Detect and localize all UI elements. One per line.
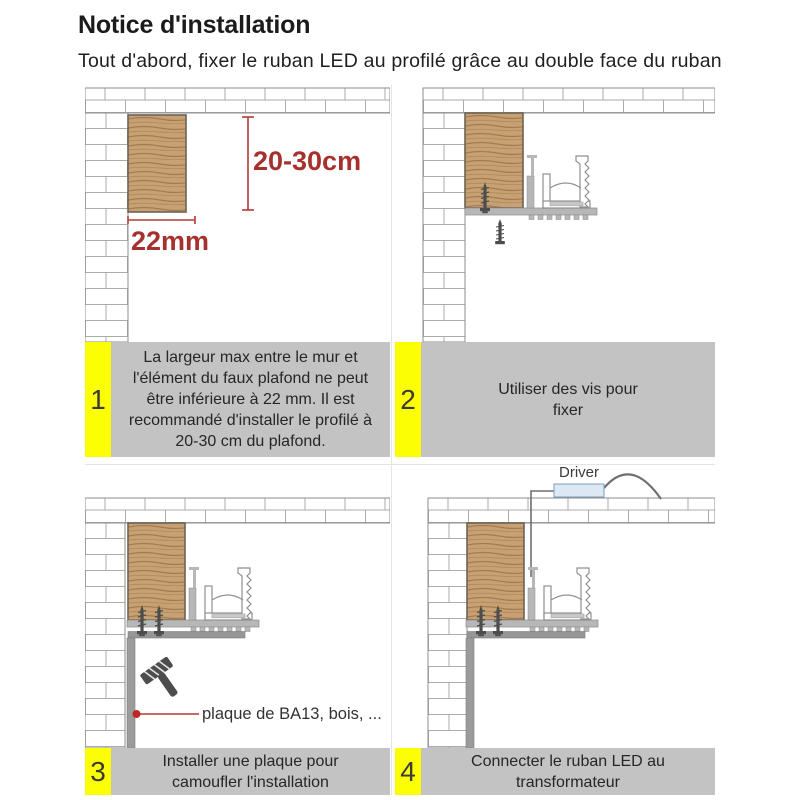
- divider-vertical: [391, 85, 392, 795]
- page-header: [78, 10, 758, 73]
- diagram-step-1: [85, 85, 390, 342]
- diagram-step-2: [395, 85, 715, 342]
- caption-step-2: [395, 342, 715, 457]
- step-number-badge: 3: [85, 748, 111, 795]
- caption-step-3: [85, 748, 390, 795]
- panel-step-1: [85, 85, 390, 457]
- driver-label: Driver: [559, 464, 599, 481]
- diagram-step-4: [395, 464, 715, 748]
- panel-step-2: [395, 85, 715, 457]
- page-subtitle: Tout d'abord, fixer le ruban LED au profilé grâce au double face du ruban: [78, 50, 722, 72]
- step-number-badge: 2: [395, 342, 421, 457]
- caption-step-1: [85, 342, 390, 457]
- step-number-badge: 4: [395, 748, 421, 795]
- step-caption: Installer une plaque pour camoufler l'installation: [111, 748, 390, 795]
- panel-step-3: [85, 472, 390, 795]
- panel-step-4: [395, 464, 715, 795]
- caption-step-4: [395, 748, 715, 795]
- page-title: Notice d'installation: [78, 11, 311, 39]
- driver-connection-drawing: [395, 462, 715, 748]
- profile-screws-drawing: [395, 85, 715, 342]
- width-dimension-label: 22mm: [131, 226, 210, 256]
- diagram-step-3: [85, 472, 390, 748]
- plaque-annotation-label: plaque de BA13, bois, ...: [202, 705, 382, 723]
- step-caption: Connecter le ruban LED au transformateur: [421, 748, 715, 795]
- step-caption: La largeur max entre le mur et l'élément du faux plafond ne peut être inférieure à 22 mm. Il est recommandé d'installer le profilé à 20-30 cm du plafond.: [111, 342, 390, 457]
- height-dimension-label: 20-30cm: [253, 146, 362, 176]
- step-caption: Utiliser des vis pour fixer: [421, 342, 715, 457]
- wall-wood-drawing: [85, 85, 390, 342]
- step-number-badge: 1: [85, 342, 111, 457]
